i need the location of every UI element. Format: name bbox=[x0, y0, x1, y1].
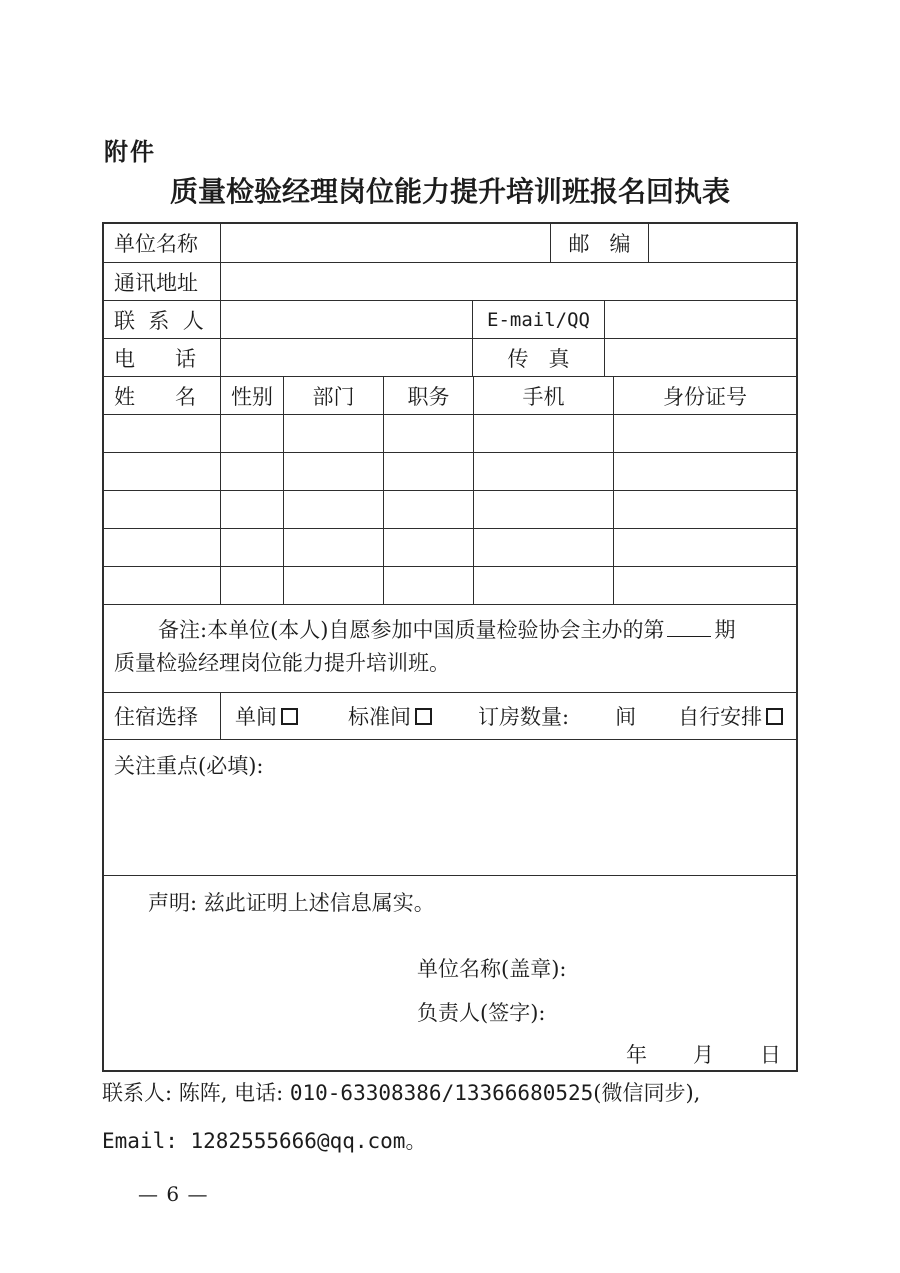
contact-prefix: 联系人: 陈阵, 电话: bbox=[102, 1081, 290, 1105]
person-table-empty-cell bbox=[221, 415, 284, 452]
self-arrange-checkbox-icon bbox=[766, 708, 783, 725]
person-table-empty-cell bbox=[284, 415, 384, 452]
email-qq-field bbox=[605, 301, 796, 338]
date-line bbox=[626, 1040, 796, 1070]
person-table-empty-cell bbox=[104, 415, 221, 452]
person-table-empty-cell bbox=[104, 529, 221, 566]
person-table-empty-cell bbox=[474, 453, 614, 490]
person-table-empty-cell bbox=[284, 529, 384, 566]
person-table-empty-cell bbox=[221, 491, 284, 528]
person-table-row bbox=[104, 529, 796, 567]
person-table-empty-cell bbox=[474, 567, 614, 604]
contact-label: 联 系 人 bbox=[104, 301, 221, 338]
date-day-label: 日 bbox=[760, 1043, 781, 1067]
unit-name-field bbox=[221, 224, 551, 262]
person-table-empty-cell bbox=[614, 529, 796, 566]
self-arrange-label: 自行安排 bbox=[678, 705, 763, 729]
unit-name-label: 单位名称 bbox=[104, 224, 221, 262]
person-table-empty-cell bbox=[104, 491, 221, 528]
person-table-empty-cell bbox=[384, 453, 474, 490]
phone-field bbox=[221, 339, 473, 376]
header-department: 部门 bbox=[284, 377, 384, 414]
email-address: 1282555666@qq.com bbox=[190, 1129, 406, 1153]
person-table-empty-rows bbox=[104, 415, 796, 605]
focus-cell bbox=[104, 740, 796, 875]
row-contact bbox=[104, 301, 796, 339]
row-phone bbox=[104, 339, 796, 377]
person-table-empty-cell bbox=[474, 491, 614, 528]
person-table-empty-cell bbox=[384, 491, 474, 528]
row-focus bbox=[104, 740, 796, 876]
person-table-row bbox=[104, 415, 796, 453]
postcode-field bbox=[649, 224, 796, 262]
person-table-empty-cell bbox=[474, 529, 614, 566]
row-address bbox=[104, 263, 796, 301]
standard-room-label: 标准间 bbox=[348, 705, 411, 729]
person-table-header-row bbox=[104, 377, 796, 415]
person-table-empty-cell bbox=[104, 453, 221, 490]
person-table-empty-cell bbox=[221, 453, 284, 490]
header-mobile: 手机 bbox=[474, 377, 614, 414]
registration-form-table bbox=[102, 222, 798, 1072]
header-name: 姓 名 bbox=[104, 377, 221, 414]
address-label: 通讯地址 bbox=[104, 263, 221, 300]
page-number: — 6 — bbox=[138, 1182, 209, 1206]
remark-text-after-blank: 期 bbox=[714, 618, 736, 642]
address-field bbox=[221, 263, 796, 300]
header-id-number: 身份证号 bbox=[663, 384, 747, 409]
accommodation-options bbox=[221, 693, 796, 739]
email-suffix: 。 bbox=[405, 1129, 427, 1153]
date-year-label: 年 bbox=[626, 1043, 647, 1067]
remark-cell bbox=[104, 605, 796, 692]
person-table-row bbox=[104, 567, 796, 605]
row-accommodation bbox=[104, 693, 796, 740]
contact-suffix: (微信同步), bbox=[593, 1081, 701, 1105]
accommodation-label: 住宿选择 bbox=[104, 693, 221, 739]
contact-field bbox=[221, 301, 473, 338]
header-gender: 性别 bbox=[221, 377, 284, 414]
postcode-label: 邮 编 bbox=[551, 224, 649, 262]
phone-label: 电 话 bbox=[104, 339, 221, 376]
email-info-line bbox=[102, 1126, 802, 1156]
contact-phone: 010-63308386/13366680525 bbox=[289, 1081, 594, 1105]
remark-text-before-blank: 本单位(本人)自愿参加中国质量检验协会主办的第 bbox=[207, 618, 665, 642]
person-table-empty-cell bbox=[384, 529, 474, 566]
declaration-statement: 声明: 兹此证明上述信息属实。 bbox=[148, 891, 435, 915]
person-table-empty-cell bbox=[104, 567, 221, 604]
unit-seal-label: 单位名称(盖章): bbox=[417, 957, 567, 981]
person-table-empty-cell bbox=[384, 415, 474, 452]
person-table-empty-cell bbox=[474, 415, 614, 452]
person-table-empty-cell bbox=[221, 567, 284, 604]
fax-field bbox=[605, 339, 796, 376]
fax-label: 传 真 bbox=[473, 339, 605, 376]
single-room-checkbox-icon bbox=[281, 708, 298, 725]
declaration-cell bbox=[104, 876, 796, 1070]
standard-room-checkbox-icon bbox=[415, 708, 432, 725]
person-table-empty-cell bbox=[614, 453, 796, 490]
room-unit-label: 间 bbox=[615, 705, 637, 729]
person-table-empty-cell bbox=[614, 491, 796, 528]
person-table-empty-cell bbox=[221, 529, 284, 566]
single-room-label: 单间 bbox=[235, 705, 277, 729]
email-prefix: Email: bbox=[102, 1129, 191, 1153]
focus-label: 关注重点(必填): bbox=[114, 754, 264, 778]
person-table-empty-cell bbox=[284, 453, 384, 490]
remark-line2: 质量检验经理岗位能力提升培训班。 bbox=[114, 651, 450, 675]
row-declaration bbox=[104, 876, 796, 1070]
date-month-label: 月 bbox=[693, 1043, 714, 1067]
header-position: 职务 bbox=[384, 377, 474, 414]
form-title: 质量检验经理岗位能力提升培训班报名回执表 bbox=[169, 175, 730, 208]
person-table-empty-cell bbox=[284, 567, 384, 604]
signer-label: 负责人(签字): bbox=[417, 1001, 546, 1025]
attachment-label: 附件 bbox=[104, 139, 156, 166]
contact-info-line bbox=[102, 1078, 802, 1108]
booking-qty-label: 订房数量: bbox=[478, 705, 570, 729]
blank-underline bbox=[667, 634, 711, 637]
person-table-empty-cell bbox=[614, 415, 796, 452]
row-unit-name bbox=[104, 224, 796, 263]
person-table-row bbox=[104, 491, 796, 529]
remark-label: 备注: bbox=[158, 618, 208, 642]
person-table-row bbox=[104, 453, 796, 491]
person-table-empty-cell bbox=[384, 567, 474, 604]
email-qq-label: E-mail/QQ bbox=[473, 301, 605, 338]
person-table-empty-cell bbox=[614, 567, 796, 604]
remark-line1 bbox=[114, 614, 786, 647]
person-table-empty-cell bbox=[284, 491, 384, 528]
row-remark bbox=[104, 605, 796, 693]
footer bbox=[102, 1078, 802, 1206]
